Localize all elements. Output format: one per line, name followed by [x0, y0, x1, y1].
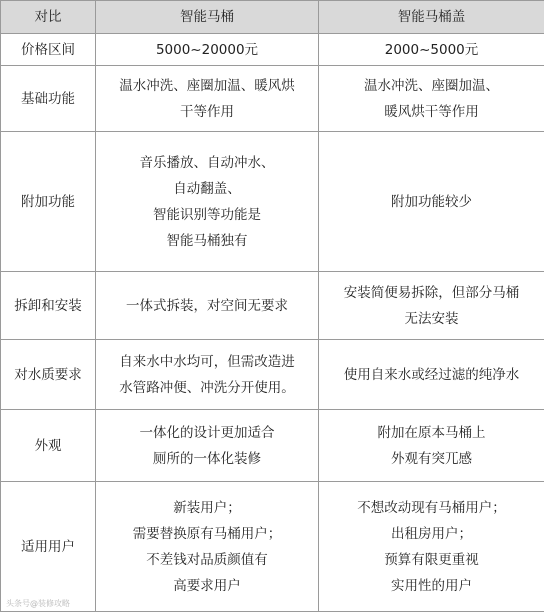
cell-line: 智能识别等功能是	[102, 202, 312, 228]
cell-line: 音乐播放、自动冲水、	[102, 150, 312, 176]
smart-toilet-seat-cell	[319, 410, 544, 482]
cell-line: 5000~20000元	[102, 37, 312, 63]
row-label: 对水质要求	[1, 340, 96, 410]
smart-toilet-cell	[96, 272, 319, 340]
row-label: 拆卸和安装	[1, 272, 96, 340]
cell-line: 暖风烘干等作用	[325, 99, 538, 125]
cell-line: 温水冲洗、座圈加温、	[325, 73, 538, 99]
header-cell-smart-toilet: 智能马桶	[96, 1, 319, 34]
cell-line: 智能马桶独有	[102, 228, 312, 254]
cell-line: 自动翻盖、	[102, 176, 312, 202]
header-cell-compare: 对比	[1, 1, 96, 34]
cell-line: 不差钱对品质颜值有	[102, 547, 312, 573]
table-row	[1, 132, 544, 272]
table-row	[1, 272, 544, 340]
table-row	[1, 34, 544, 66]
smart-toilet-cell	[96, 34, 319, 66]
cell-line: 预算有限更重视	[325, 547, 538, 573]
cell-line: 需要替换原有马桶用户；	[102, 521, 312, 547]
cell-line: 一体化的设计更加适合	[102, 420, 312, 446]
cell-line: 高要求用户	[102, 573, 312, 599]
cell-line: 安装简便易拆除，但部分马桶	[325, 280, 538, 306]
cell-line: 无法安装	[325, 306, 538, 332]
smart-toilet-seat-cell	[319, 34, 544, 66]
cell-line: 2000~5000元	[325, 37, 538, 63]
table-row	[1, 482, 544, 612]
watermark: 头条号@装修攻略	[6, 598, 70, 609]
row-label: 价格区间	[1, 34, 96, 66]
cell-line: 使用自来水或经过滤的纯净水	[325, 362, 538, 388]
cell-line: 新装用户；	[102, 495, 312, 521]
cell-line: 温水冲洗、座圈加温、暖风烘	[102, 73, 312, 99]
cell-line: 水管路冲便、冲洗分开使用。	[102, 375, 312, 401]
cell-line: 厕所的一体化装修	[102, 446, 312, 472]
cell-line: 干等作用	[102, 99, 312, 125]
smart-toilet-cell	[96, 482, 319, 612]
smart-toilet-seat-cell	[319, 272, 544, 340]
smart-toilet-seat-cell	[319, 66, 544, 132]
smart-toilet-cell	[96, 410, 319, 482]
cell-line: 一体式拆装，对空间无要求	[102, 293, 312, 319]
cell-line: 不想改动现有马桶用户；	[325, 495, 538, 521]
header-cell-smart-toilet-seat: 智能马桶盖	[319, 1, 544, 34]
cell-line: 出租房用户；	[325, 521, 538, 547]
row-label: 外观	[1, 410, 96, 482]
smart-toilet-seat-cell	[319, 482, 544, 612]
smart-toilet-seat-cell	[319, 132, 544, 272]
table-row	[1, 66, 544, 132]
cell-line: 自来水中水均可，但需改造进	[102, 349, 312, 375]
table-row	[1, 410, 544, 482]
cell-line: 实用性的用户	[325, 573, 538, 599]
smart-toilet-seat-cell	[319, 340, 544, 410]
cell-line: 附加功能较少	[325, 189, 538, 215]
smart-toilet-cell	[96, 132, 319, 272]
smart-toilet-cell	[96, 340, 319, 410]
row-label: 适用用户	[1, 482, 96, 612]
cell-line: 附加在原本马桶上	[325, 420, 538, 446]
table-row	[1, 340, 544, 410]
header-row	[1, 1, 544, 34]
row-label: 附加功能	[1, 132, 96, 272]
smart-toilet-cell	[96, 66, 319, 132]
cell-line: 外观有突兀感	[325, 446, 538, 472]
row-label: 基础功能	[1, 66, 96, 132]
